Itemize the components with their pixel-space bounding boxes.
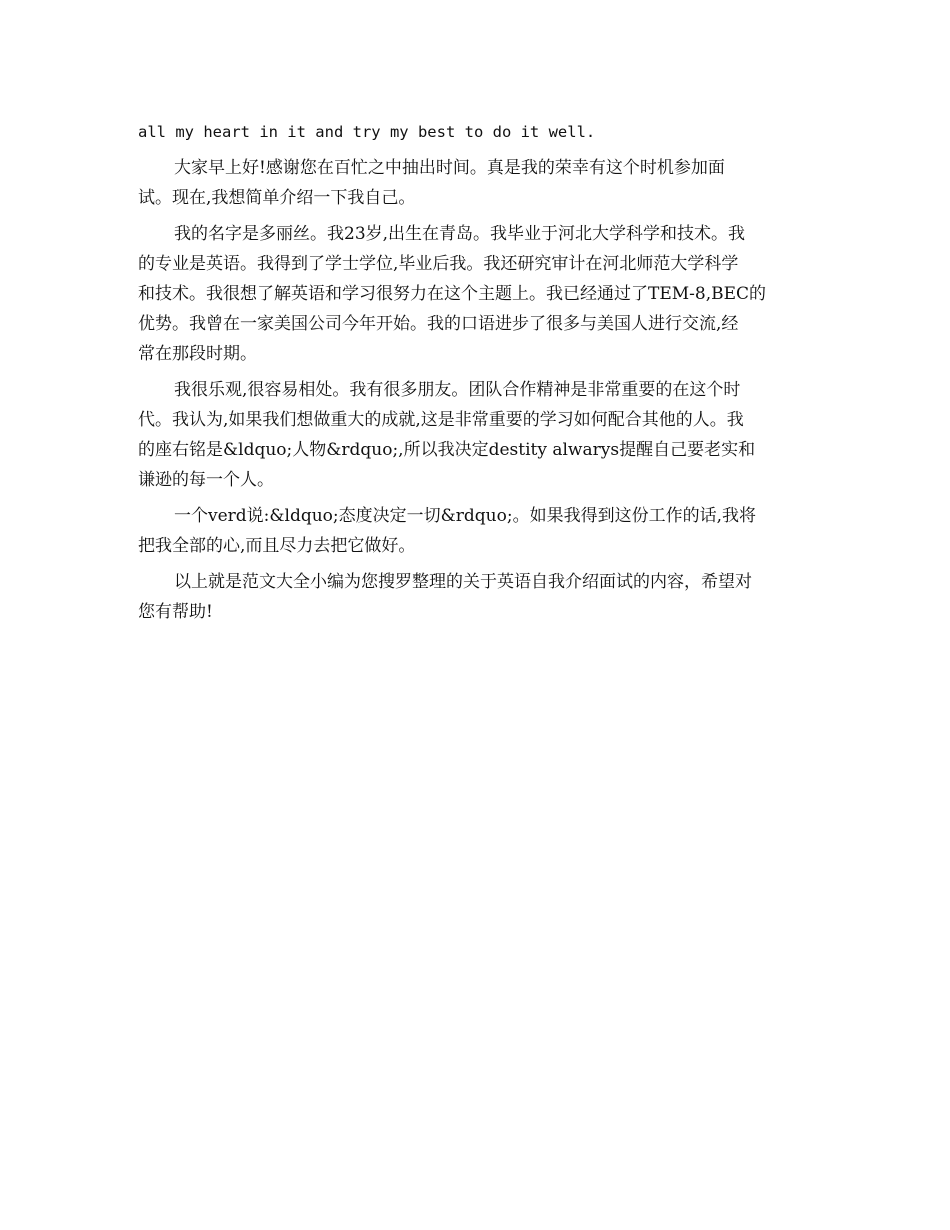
text-line: 一个verd说:&ldquo;态度决定一切&rdquo;。如果我得到这份工作的话,我将 bbox=[174, 506, 756, 526]
text-line: 以上就是范文大全小编为您搜罗整理的关于英语自我介绍面试的内容，希望对 bbox=[174, 572, 752, 592]
text-line: 和技术。我很想了解英语和学习很努力在这个主题上。我已经通过了TEM-8,BEC的 bbox=[138, 284, 767, 304]
text-line: 试。现在,我想简单介绍一下我自己。 bbox=[138, 188, 416, 208]
text-line: 大家早上好!感谢您在百忙之中抽出时间。真是我的荣幸有这个时机参加面 bbox=[174, 158, 725, 178]
text-line: 的座右铭是&ldquo;人物&rdquo;,所以我决定destity alwarys提醒自己要老实和 bbox=[138, 440, 756, 460]
document-body bbox=[138, 117, 813, 627]
text-line: 把我全部的心,而且尽力去把它做好。 bbox=[138, 536, 416, 556]
text-line: 谦逊的每一个人。 bbox=[138, 470, 274, 490]
text-line: 我很乐观,很容易相处。我有很多朋友。团队合作精神是非常重要的在这个时 bbox=[174, 380, 741, 400]
text-line: 常在那段时期。 bbox=[138, 344, 257, 364]
text-line: 您有帮助! bbox=[138, 602, 213, 622]
text-line: 优势。我曾在一家美国公司今年开始。我的口语进步了很多与美国人进行交流,经 bbox=[138, 314, 739, 334]
text-line: 的专业是英语。我得到了学士学位,毕业后我。我还研究审计在河北师范大学科学 bbox=[138, 254, 739, 274]
text-line: 代。我认为,如果我们想做重大的成就,这是非常重要的学习如何配合其他的人。我 bbox=[138, 410, 744, 430]
text-line: 我的名字是多丽丝。我23岁,出生在青岛。我毕业于河北大学科学和技术。我 bbox=[174, 224, 746, 244]
text-line: all my heart in it and try my best to do it well. bbox=[138, 123, 596, 141]
